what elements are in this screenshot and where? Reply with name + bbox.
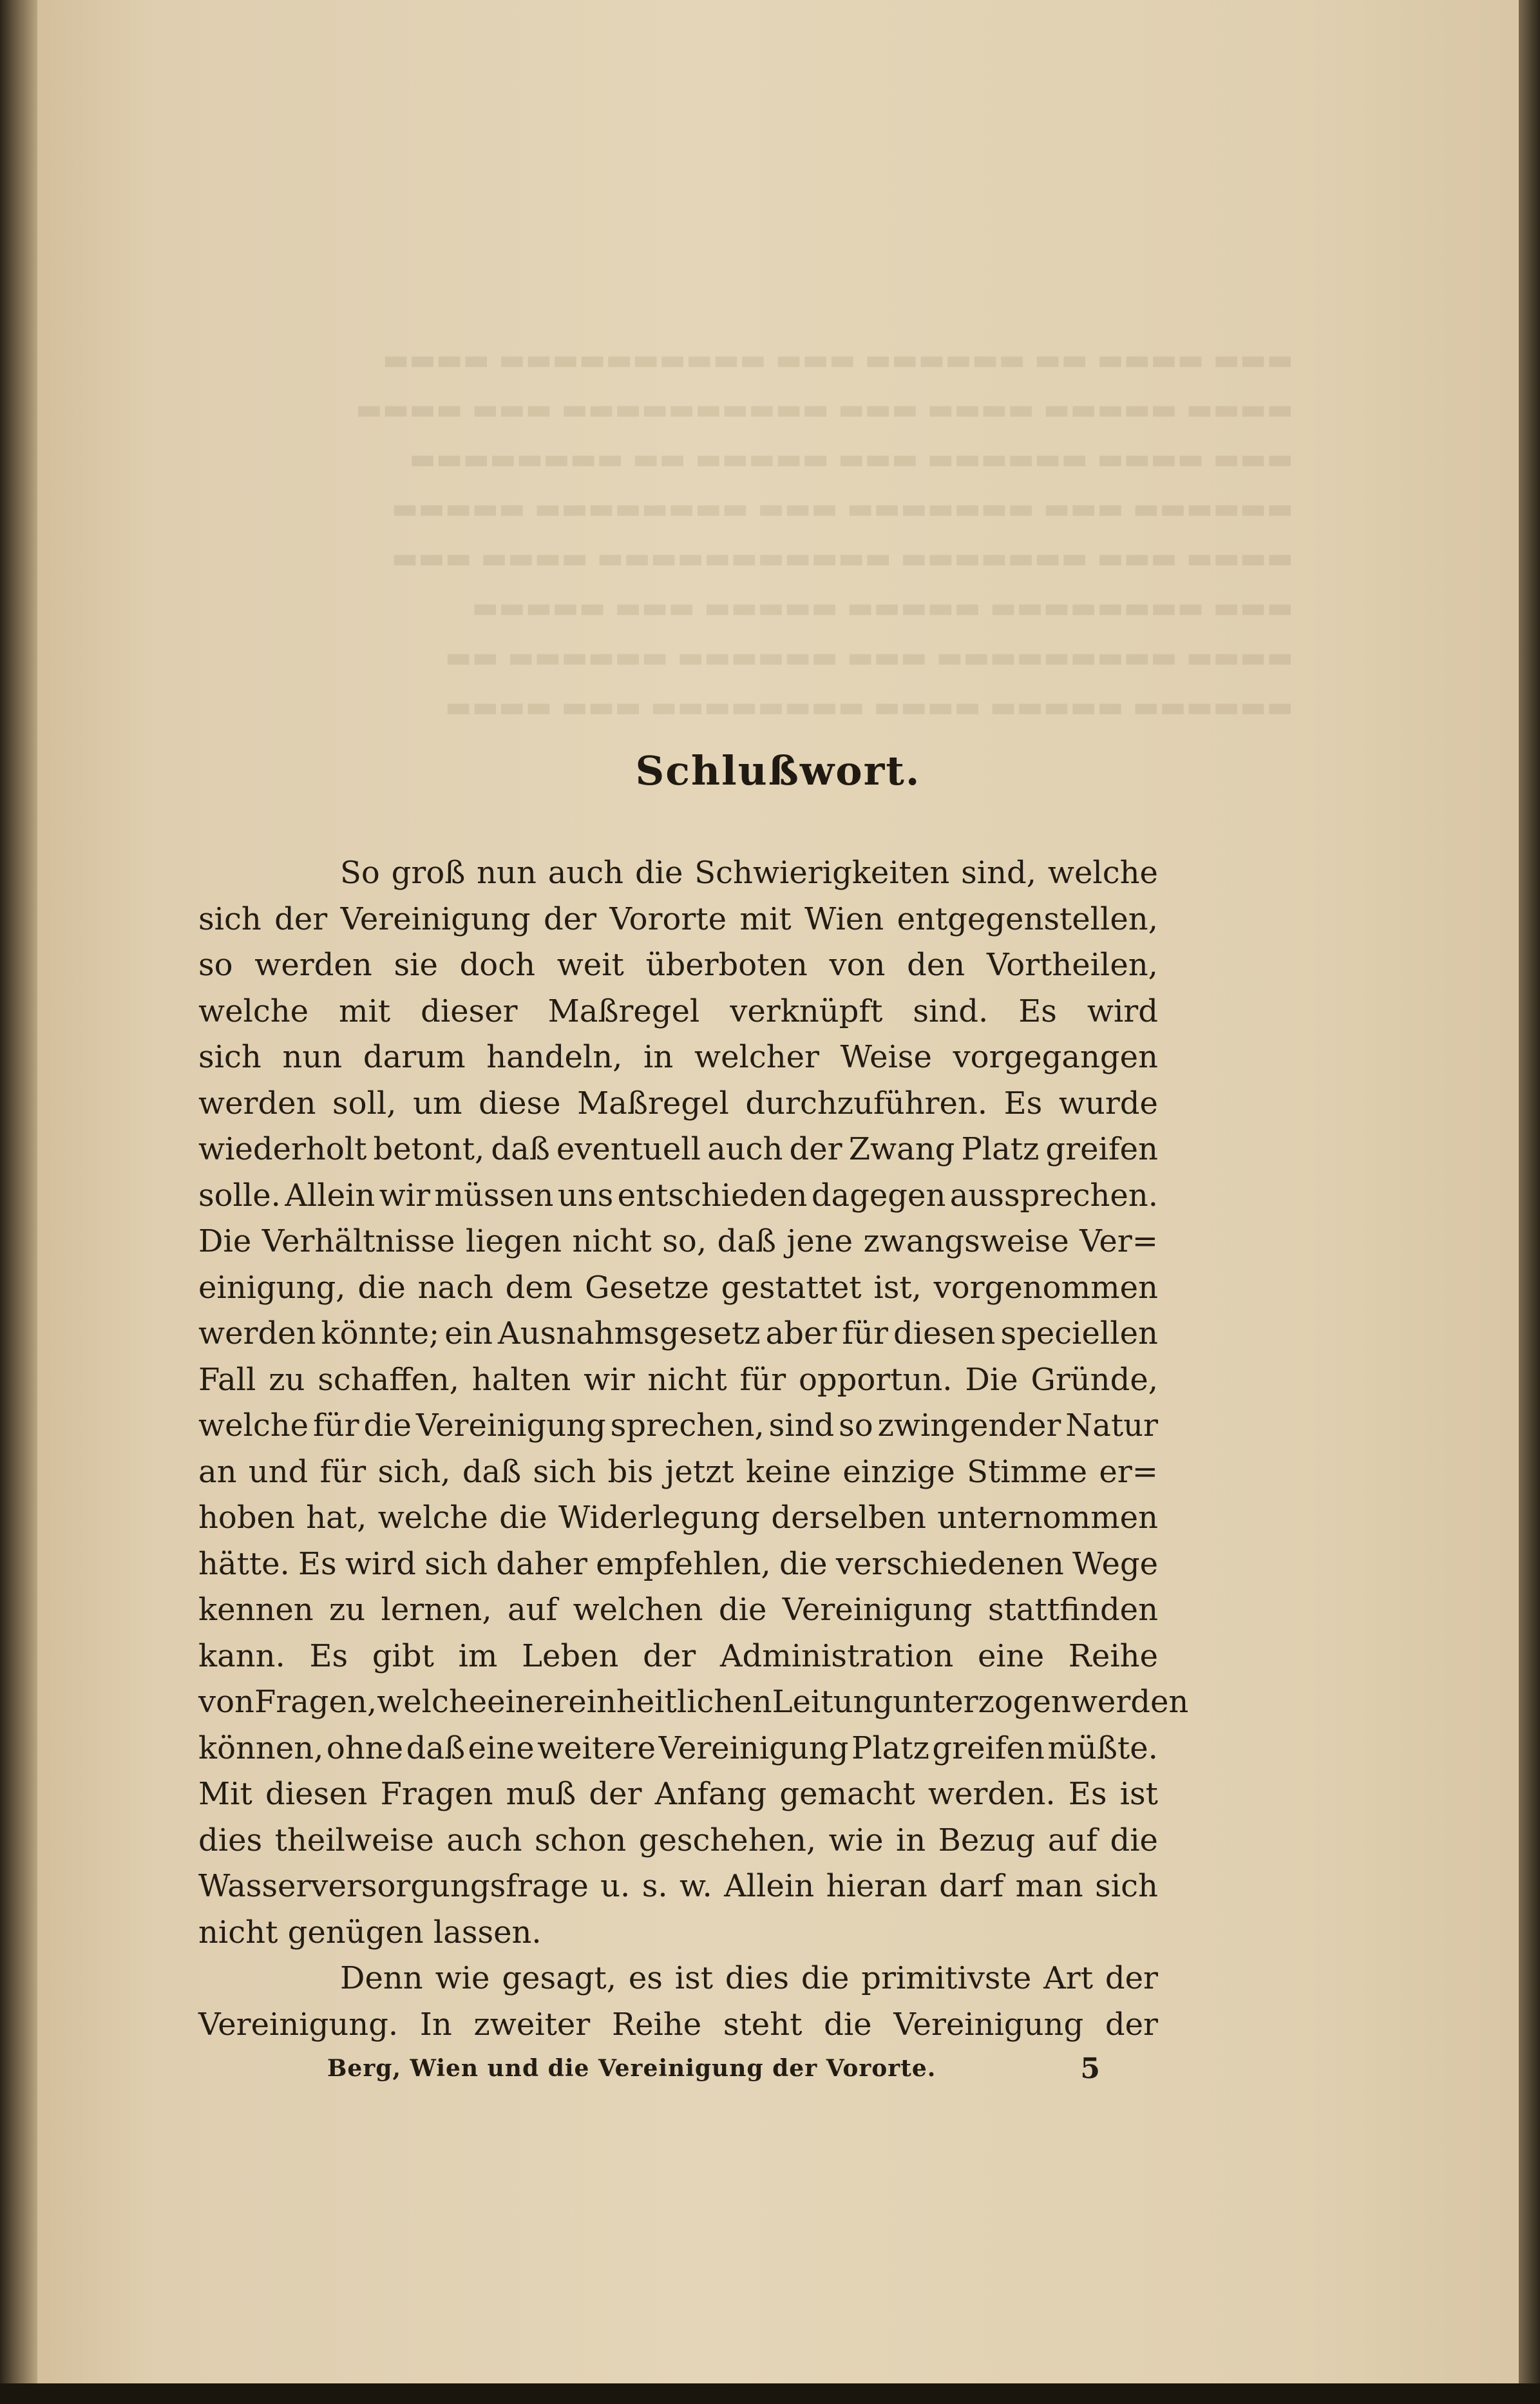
word: sich [1095, 1868, 1158, 1904]
word: darf [939, 1868, 1004, 1904]
show-through-texture: ▬▬▬ ▬▬▬▬ ▬▬ ▬▬▬▬▬▬ ▬▬▬ ▬▬▬▬▬▬▬▬▬▬ ▬▬▬▬ ▬▬▬▬ ▬▬▬▬▬ ▬▬▬▬ ▬▬▬ ▬▬▬▬▬▬▬▬▬▬ ▬▬▬ ▬▬▬▬ ▬▬▬ ▬▬▬▬ ▬▬▬▬▬▬ ▬▬▬ ▬▬▬▬▬ ▬▬ ▬▬▬▬▬▬▬▬ ▬▬▬▬▬▬ ▬▬▬ ▬▬▬▬▬▬▬ ▬▬▬ ▬▬▬▬▬▬▬▬ ▬▬▬▬▬ ▬▬▬▬ ▬▬▬ ▬▬▬▬▬▬▬ ▬▬▬▬▬▬▬▬▬▬▬ ▬▬▬▬ ▬▬▬ ▬▬▬ ▬▬▬▬▬▬▬▬ ▬▬▬▬▬ ▬▬▬▬▬ ▬▬▬ ▬▬▬▬▬ ▬▬▬▬ ▬▬▬▬▬▬▬▬▬ ▬▬▬ ▬▬▬▬▬▬ ▬▬▬▬▬▬ ▬▬ ▬▬▬▬▬▬ ▬▬▬▬▬ ▬▬▬▬ ▬▬▬▬▬▬▬▬ ▬▬▬ ▬▬▬▬ [356, 343, 1293, 723]
page-footer [289, 2052, 1100, 2094]
word: wie [435, 1960, 490, 1996]
word: sich [198, 1039, 261, 1075]
text-line [198, 1081, 1158, 1127]
word: uns [557, 1177, 614, 1214]
word: Es [1068, 1776, 1107, 1812]
word: u. [600, 1868, 631, 1904]
book-spine-shadow [0, 0, 37, 2404]
word: man [1015, 1868, 1083, 1904]
text-line [198, 1449, 1158, 1496]
word: hätte. [198, 1545, 290, 1582]
text-line [198, 1495, 1158, 1541]
word: so [198, 947, 233, 983]
text-line [198, 989, 1158, 1035]
word: durchzuführen. [745, 1085, 988, 1121]
text-line [198, 942, 1158, 989]
word: verschiedenen [835, 1545, 1064, 1582]
word: die [801, 1960, 850, 1996]
word: lernen, [381, 1592, 492, 1628]
word: dem [505, 1269, 573, 1306]
word: theilweise [274, 1822, 434, 1858]
word: die [824, 2006, 872, 2043]
word: daher [496, 1545, 587, 1582]
word: sich [424, 1545, 488, 1582]
word: an [198, 1453, 237, 1490]
word: Natur [1065, 1407, 1158, 1444]
word: w. [680, 1868, 712, 1904]
word: welche [198, 1407, 309, 1444]
word: Fall [198, 1361, 256, 1398]
word: Weise [840, 1039, 932, 1075]
word: werden. [927, 1776, 1056, 1812]
word: dies [198, 1822, 263, 1858]
word: sich [533, 1453, 596, 1490]
word: entschieden [617, 1177, 808, 1214]
text-line [198, 1219, 1158, 1265]
word: werden [254, 947, 372, 983]
word: daß [717, 1223, 776, 1259]
text-line [198, 1864, 1158, 1910]
word: liegen [465, 1223, 562, 1259]
text-line [198, 1587, 1158, 1634]
word: Denn [340, 1960, 423, 1996]
word: weitere [537, 1730, 656, 1766]
word: weit [556, 947, 624, 983]
word: jene [786, 1223, 853, 1259]
word: Ver= [1079, 1223, 1158, 1259]
word: der [589, 1776, 642, 1812]
word: und [248, 1453, 309, 1490]
word: werden [198, 1315, 316, 1351]
word: solle. [198, 1177, 281, 1214]
word: könnte; [321, 1315, 440, 1351]
word: müßte. [1047, 1730, 1158, 1766]
word: diesen [893, 1315, 996, 1351]
text-line [198, 1127, 1158, 1173]
word: Allein [285, 1177, 375, 1214]
word: im [458, 1637, 498, 1674]
word: groß [391, 855, 466, 891]
word: Maßregel [577, 1085, 729, 1121]
word: Es [1003, 1085, 1043, 1121]
text-line-last: nicht genügen lassen. [198, 1914, 542, 1951]
text-line [198, 1357, 1158, 1404]
word: ist [1119, 1776, 1158, 1812]
word: für [842, 1315, 888, 1351]
word: Wien [804, 901, 884, 937]
word: Anfang [654, 1776, 767, 1812]
word: diesen [265, 1776, 368, 1812]
word: primitivste [861, 1960, 1032, 1996]
text-line [198, 850, 1158, 897]
word: gesagt, [502, 1960, 616, 1996]
word: ohne [326, 1730, 404, 1766]
word: ein [444, 1315, 493, 1351]
word: wiederholt [198, 1131, 367, 1167]
word: Reihe [611, 2006, 702, 2043]
word: daß [462, 1453, 522, 1490]
word: können, [198, 1730, 324, 1766]
word: die [718, 1592, 767, 1628]
word: vorgenommen [933, 1269, 1158, 1306]
word: der [543, 901, 597, 937]
word: auf [507, 1592, 558, 1628]
word: sich, [377, 1453, 451, 1490]
text-line [198, 1541, 1158, 1588]
word: es [628, 1960, 663, 1996]
word: wurde [1058, 1085, 1158, 1121]
word: welche [198, 993, 309, 1029]
word: unterzogen [893, 1684, 1071, 1720]
word: auch [446, 1822, 522, 1858]
word: Bezug [938, 1822, 1036, 1858]
word: ist [674, 1960, 714, 1996]
word: Vororte [609, 901, 727, 937]
page-title: Schlußwort. [635, 747, 921, 794]
word: von [829, 947, 886, 983]
word: mit [339, 993, 391, 1029]
word: Fragen [380, 1776, 493, 1812]
word: jetzt [665, 1453, 734, 1490]
word: zu [328, 1592, 366, 1628]
word: Wasserversorgungsfrage [198, 1868, 589, 1904]
word: Vereinigung [658, 1730, 849, 1766]
word: bis [607, 1453, 654, 1490]
word: nicht [647, 1361, 727, 1398]
word: Administration [719, 1637, 954, 1674]
word: welche [377, 1684, 488, 1720]
word: speciellen [1000, 1315, 1158, 1351]
word: Die [198, 1223, 252, 1259]
word: kennen [198, 1592, 314, 1628]
text-line [198, 1771, 1158, 1818]
word: mit [739, 901, 792, 937]
word: sich [198, 901, 261, 937]
word: die [363, 1407, 412, 1444]
word: dagegen [811, 1177, 946, 1214]
word: welchen [573, 1592, 703, 1628]
word: empfehlen, [596, 1545, 771, 1582]
word: er= [1099, 1453, 1158, 1490]
word: entgegenstellen, [897, 901, 1158, 937]
word: Es [298, 1545, 337, 1582]
word: nach [417, 1269, 493, 1306]
text-line [198, 1311, 1158, 1357]
word: Maßregel [547, 993, 700, 1029]
word: Verhältnisse [261, 1223, 455, 1259]
word: Die [965, 1361, 1018, 1398]
word: zwangsweise [863, 1223, 1069, 1259]
text-line [198, 1634, 1158, 1680]
word: zu [269, 1361, 305, 1398]
word: Stimme [967, 1453, 1088, 1490]
word: gemacht [779, 1776, 915, 1812]
word: wir [379, 1177, 431, 1214]
word: s. [642, 1868, 668, 1904]
word: sie [394, 947, 438, 983]
page-edge-right [1519, 0, 1540, 2404]
word: hat, [306, 1500, 367, 1536]
word: Fragen, [254, 1684, 377, 1720]
word: verknüpft [730, 993, 883, 1029]
text-line [198, 2002, 1158, 2048]
word: Wege [1072, 1545, 1158, 1582]
text-line [198, 1818, 1158, 1864]
word: welche [1047, 855, 1158, 891]
word: daß [491, 1131, 550, 1167]
word: wird [345, 1545, 417, 1582]
word: Ausnahmsgesetz [497, 1315, 761, 1351]
word: greifen [1045, 1131, 1158, 1167]
word: eine [468, 1730, 535, 1766]
word: Mit [198, 1776, 252, 1812]
word: einheitlichen [568, 1684, 772, 1720]
word: aussprechen. [949, 1177, 1158, 1214]
word: wie [828, 1822, 884, 1858]
word: aber [765, 1315, 837, 1351]
word: kann. [198, 1637, 285, 1674]
word: hoben [198, 1500, 295, 1536]
word: von [198, 1684, 254, 1720]
word: Leben [522, 1637, 619, 1674]
word: Vereinigung [340, 901, 531, 937]
word: einer [487, 1684, 569, 1720]
word: Allein [724, 1868, 815, 1904]
word: Platz [851, 1730, 929, 1766]
word: ist, [873, 1269, 922, 1306]
word: für [319, 1453, 366, 1490]
word: Gründe, [1031, 1361, 1158, 1398]
word: stattfinden [987, 1592, 1158, 1628]
text-line [198, 1726, 1158, 1772]
word: einigung, [198, 1269, 346, 1306]
word: opportun. [798, 1361, 953, 1398]
word: eventuell [556, 1131, 701, 1167]
text-line [198, 1679, 1189, 1726]
word: sind [768, 1407, 835, 1444]
word: welche [377, 1500, 488, 1536]
word: In [419, 2006, 452, 2043]
word: eine [978, 1637, 1045, 1674]
word: werden [198, 1085, 316, 1121]
word: unternommen [937, 1500, 1158, 1536]
text-line [198, 897, 1158, 943]
word: wir [584, 1361, 635, 1398]
word: schaffen, [318, 1361, 459, 1398]
word: sind. [913, 993, 989, 1029]
word: betont, [373, 1131, 485, 1167]
word: nicht [572, 1223, 652, 1259]
word: handeln, [486, 1039, 623, 1075]
word: Vortheilen, [986, 947, 1158, 983]
word: Art [1043, 1960, 1094, 1996]
word: Gesetze [585, 1269, 709, 1306]
word: sind, [961, 855, 1037, 891]
body-text [198, 850, 1189, 2048]
word: schon [535, 1822, 627, 1858]
word: Vereinigung [893, 2006, 1084, 2043]
word: welcher [694, 1039, 819, 1075]
word: so, [662, 1223, 707, 1259]
word: einzige [842, 1453, 955, 1490]
page-number: 5 [1080, 2052, 1100, 2085]
word: Widerlegung [558, 1500, 760, 1536]
word: greifen [932, 1730, 1045, 1766]
word: nun [282, 1039, 343, 1075]
word: gibt [372, 1637, 434, 1674]
word: Platz [961, 1131, 1040, 1167]
word: derselben [771, 1500, 926, 1536]
word: die [634, 855, 683, 891]
word: Reihe [1068, 1637, 1158, 1674]
signature-mark: Berg, Wien und die Vereinigung der Vororte. [327, 2055, 936, 2082]
word: keine [745, 1453, 832, 1490]
word: müssen [434, 1177, 554, 1214]
word: Vereinigung [782, 1592, 973, 1628]
word: dies [725, 1960, 790, 1996]
word: die [499, 1500, 547, 1536]
word: werden [1070, 1684, 1189, 1720]
text-line [198, 1403, 1158, 1449]
word: daß [406, 1730, 465, 1766]
word: vorgegangen [953, 1039, 1158, 1075]
word: Schwierigkeiten [694, 855, 950, 891]
word: doch [459, 947, 535, 983]
word: muß [506, 1776, 576, 1812]
text-line [198, 1956, 1158, 2002]
word: auf [1047, 1822, 1098, 1858]
word: Es [1018, 993, 1057, 1029]
word: darum [363, 1039, 466, 1075]
page-edge-bottom [0, 2383, 1540, 2404]
word: die [1110, 1822, 1158, 1858]
word: der [1105, 2006, 1158, 2043]
text-line [198, 1265, 1158, 1312]
word: der [789, 1131, 842, 1167]
word: gestattet [721, 1269, 862, 1306]
word: der [643, 1637, 696, 1674]
text-line [198, 1035, 1158, 1081]
word: für [739, 1361, 786, 1398]
text-line [198, 1173, 1158, 1219]
word: der [274, 901, 328, 937]
word: Vereinigung. [198, 2006, 399, 2043]
word: sprechen, [610, 1407, 765, 1444]
word: hieran [826, 1868, 927, 1904]
word: die [779, 1545, 828, 1582]
word: diese [479, 1085, 561, 1121]
word: dieser [421, 993, 518, 1029]
word: soll, [332, 1085, 397, 1121]
word: der [1105, 1960, 1158, 1996]
word: halten [471, 1361, 571, 1398]
word: zwingender [877, 1407, 1061, 1444]
word: steht [723, 2006, 803, 2043]
word: in [643, 1039, 674, 1075]
word: den [907, 947, 965, 983]
word: auch [547, 855, 624, 891]
word: Leitung [772, 1684, 893, 1720]
word: in [895, 1822, 926, 1858]
word: nun [477, 855, 537, 891]
word: So [340, 855, 380, 891]
word: geschehen, [638, 1822, 817, 1858]
book-page [37, 0, 1519, 2383]
word: um [413, 1085, 462, 1121]
word: so [839, 1407, 873, 1444]
word: zweiter [473, 2006, 591, 2043]
word: überboten [645, 947, 808, 983]
word: Vereinigung [415, 1407, 606, 1444]
word: Es [309, 1637, 348, 1674]
word: für [312, 1407, 359, 1444]
word: wird [1087, 993, 1158, 1029]
word: die [357, 1269, 406, 1306]
word: Zwang [848, 1131, 955, 1167]
word: auch [707, 1131, 783, 1167]
